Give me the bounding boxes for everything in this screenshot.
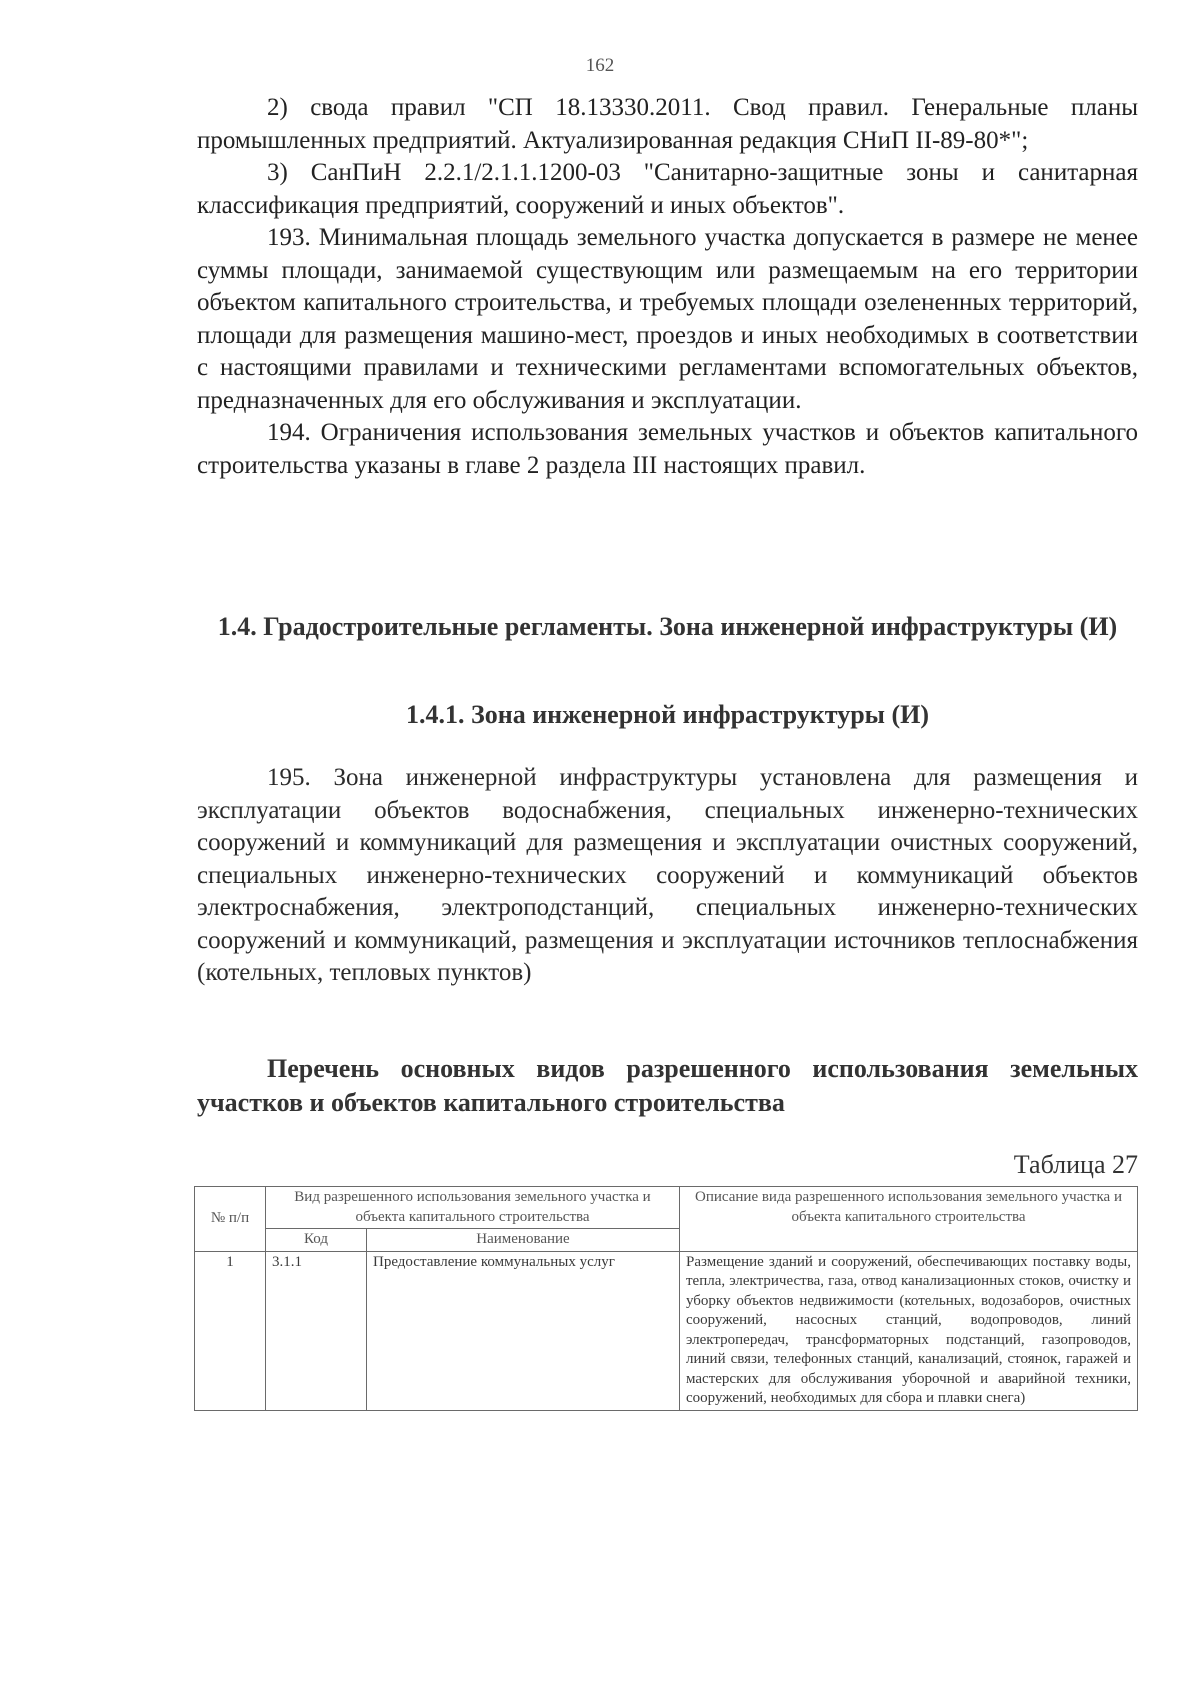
table-caption: Таблица 27 [1013, 1150, 1138, 1179]
zone-description [197, 762, 1138, 990]
cell-description: Размещение зданий и сооружений, обеспечивающих поставку воды, тепла, электричества, газа, отвод канализационных стоков, очистку и уборку объектов недвижимости (котельных, водозаборов, очистных сооружений, насосных станций, водопроводов, линий электропередач, трансформаторных подстанций, газопроводов, линий связи, телефонных станций, канализаций, стоянок, гаражей и мастерских для обслуживания уборочной и аварийной техники, сооружений, необходимых для сбора и плавки снега) [680, 1251, 1138, 1410]
paragraph-item-3: 3) СанПиН 2.2.1/2.1.1.1200-03 "Санитарно-защитные зоны и санитарная классификация предприятий, сооружений и иных объектов". [197, 159, 1138, 219]
paragraph-194: 194. Ограничения использования земельных участков и объектов капитального строительства указаны в главе 2 раздела III настоящих правил. [197, 419, 1138, 479]
table-row [195, 1251, 1138, 1410]
paragraph-195: 195. Зона инженерной инфраструктуры установлена для размещения и эксплуатации объектов водоснабжения, специальных инженерно-технических сооружений и коммуникаций для размещения и эксплуатации очистных сооружений, специальных инженерно-технических сооружений и коммуникаций объектов электроснабжения, электроподстанций, специальных инженерно-технических сооружений и коммуникаций, размещения и эксплуатации источников теплоснабжения (котельных, тепловых пунктов) [197, 764, 1138, 986]
section-heading: 1.4. Градостроительные регламенты. Зона инженерной инфраструктуры (И) [217, 612, 1118, 641]
subsection-heading: 1.4.1. Зона инженерной инфраструктуры (И) [405, 700, 930, 729]
permitted-use-table [194, 1186, 1138, 1411]
cell-num: 1 [195, 1251, 266, 1410]
cell-code: 3.1.1 [266, 1251, 367, 1410]
paragraph-item-2: 2) свода правил "СП 18.13330.2011. Свод правил. Генеральные планы промышленных предприятий. Актуализированная редакция СНиП II-89-80*"; [197, 94, 1138, 154]
header-type-group: Вид разрешенного использования земельного участка и объекта капитального строительства [266, 1187, 680, 1229]
list-title [197, 1052, 1138, 1120]
header-num: № п/п [195, 1187, 266, 1252]
header-description: Описание вида разрешенного использования земельного участка и объекта капитального строительства [680, 1187, 1138, 1252]
paragraph-193: 193. Минимальная площадь земельного участка допускается в размере не менее суммы площади, занимаемой существующим или размещаемым на его территории объектом капитального строительства, и требуемых площади озелененных территорий, площади для размещения машино-мест, проездов и иных необходимых в соответствии с настоящими правилами и техническими регламентами вспомогательных объектов, предназначенных для его обслуживания и эксплуатации. [197, 224, 1138, 414]
intro-text [197, 92, 1138, 482]
table-header-row [195, 1187, 1138, 1229]
list-title-text: Перечень основных видов разрешенного использования земельных участков и объектов капитального строительства [197, 1054, 1138, 1117]
header-name: Наименование [367, 1229, 680, 1252]
cell-name: Предоставление коммунальных услуг [367, 1251, 680, 1410]
page-number: 162 [585, 55, 615, 76]
header-code: Код [266, 1229, 367, 1252]
